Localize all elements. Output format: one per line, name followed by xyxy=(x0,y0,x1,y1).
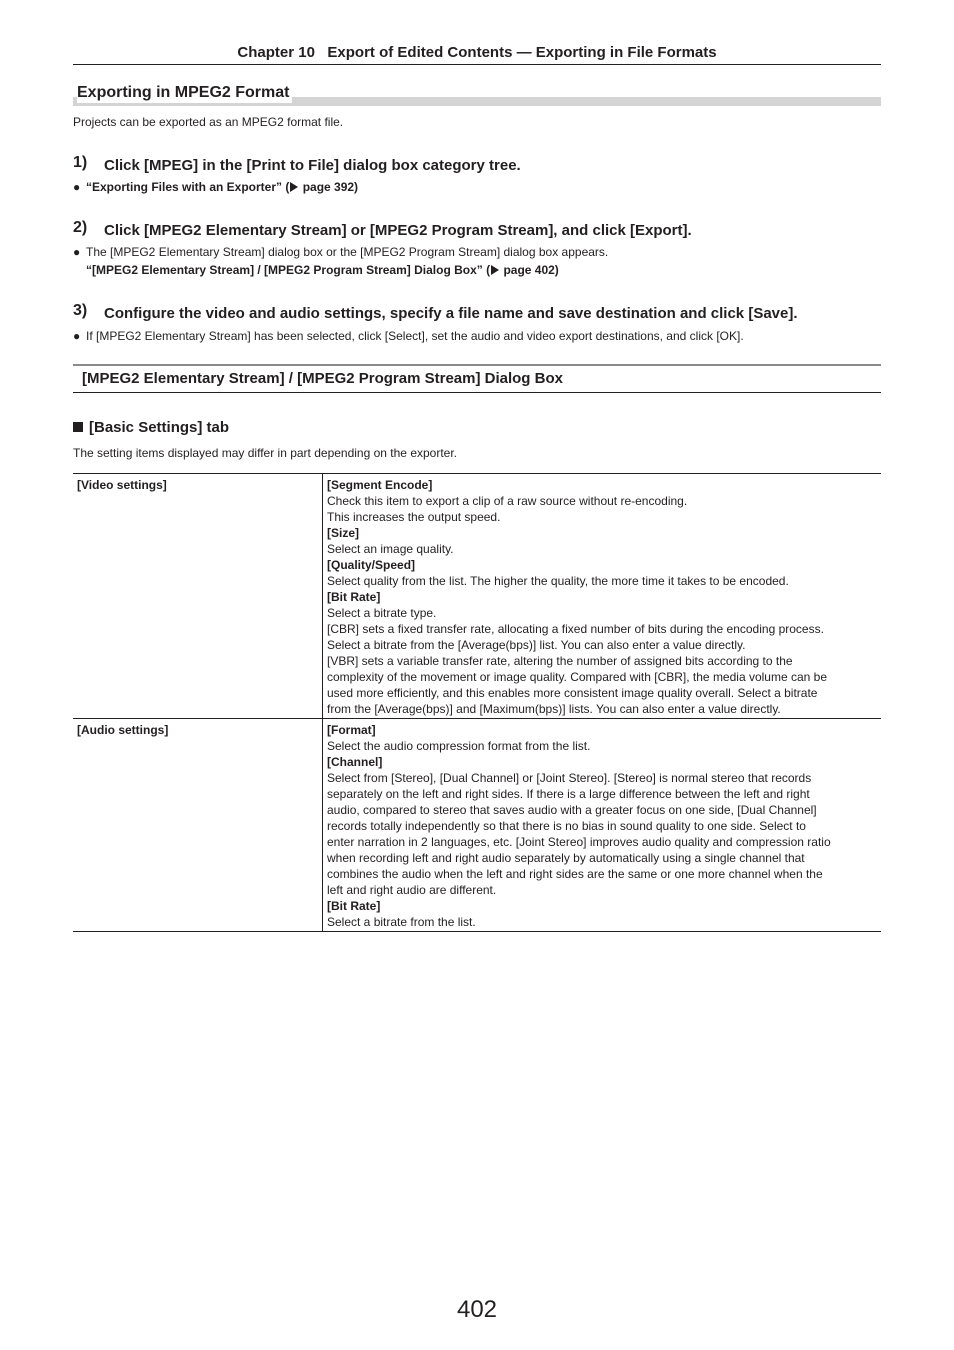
arrow-right-icon xyxy=(290,182,298,192)
step-2-text: Click [MPEG2 Elementary Stream] or [MPEG2 Program Stream], and click [Export]. xyxy=(104,222,692,239)
channel-line: left and right audio are different. xyxy=(327,883,497,897)
tab-heading-text: [Basic Settings] tab xyxy=(89,419,230,436)
quality-speed-title: [Quality/Speed] xyxy=(327,558,416,572)
video-settings-description xyxy=(323,474,882,719)
quality-speed-line: Select quality from the list. The higher the quality, the more time it takes to be encoded. xyxy=(327,574,789,588)
bullet-icon: ● xyxy=(73,180,81,194)
channel-line: combines the audio when the left and right sides are the same or one more channel when the xyxy=(327,867,823,881)
segment-encode-line: Check this item to export a clip of a raw source without re-encoding. xyxy=(327,494,688,508)
format-title: [Format] xyxy=(327,723,376,737)
subsection-rule-top xyxy=(73,364,881,366)
video-bit-rate-line: [CBR] sets a fixed transfer rate, allocating a fixed number of bits during the encoding process. xyxy=(327,622,824,636)
step-1-text: Click [MPEG] in the [Print to File] dialog box category tree. xyxy=(104,157,521,174)
settings-table xyxy=(73,473,881,932)
step-2-link-text[interactable]: “[MPEG2 Elementary Stream] / [MPEG2 Program Stream] Dialog Box” ( xyxy=(86,263,491,277)
video-settings-label: [Video settings] xyxy=(73,474,323,719)
bullet-icon: ● xyxy=(73,245,81,259)
step-3-bullet-text: If [MPEG2 Elementary Stream] has been selected, click [Select], set the audio and video export destinations, and click [OK]. xyxy=(86,329,744,343)
channel-line: enter narration in 2 languages, etc. [Joint Stereo] improves audio quality and compression ratio xyxy=(327,835,831,849)
size-line: Select an image quality. xyxy=(327,542,454,556)
channel-line: separately on the left and right sides. If there is a large difference between the left and right xyxy=(327,787,810,801)
video-bit-rate-line: [VBR] sets a variable transfer rate, altering the number of assigned bits according to the xyxy=(327,654,793,668)
video-bit-rate-title: [Bit Rate] xyxy=(327,590,381,604)
step-1-number: 1) xyxy=(73,154,88,171)
video-bit-rate-line: from the [Average(bps)] and [Maximum(bps)] lists. You can also enter a value directly. xyxy=(327,702,781,716)
channel-title: [Channel] xyxy=(327,755,383,769)
tab-note: The setting items displayed may differ in part depending on the exporter. xyxy=(73,446,458,460)
section-title: Exporting in MPEG2 Format xyxy=(77,83,292,103)
video-bit-rate-line: Select a bitrate type. xyxy=(327,606,437,620)
subsection-rule-bottom xyxy=(73,392,881,393)
audio-bit-rate-title: [Bit Rate] xyxy=(327,899,381,913)
channel-line: audio, compared to stereo that saves audio with a greater focus on one side, [Dual Channel] xyxy=(327,803,817,817)
step-1-link-text[interactable]: “Exporting Files with an Exporter” ( xyxy=(86,180,290,194)
channel-line: Select from [Stereo], [Dual Channel] or [Joint Stereo]. [Stereo] is normal stereo that records xyxy=(327,771,812,785)
video-bit-rate-line: used more efficiently, and this enables more consistent image quality overall. Select a bitrate xyxy=(327,686,818,700)
step-3-number: 3) xyxy=(73,302,88,319)
step-2-reference xyxy=(86,262,559,278)
audio-settings-description xyxy=(323,719,882,932)
channel-line: records totally independently so that there is no bias in sound quality to one side. Select to xyxy=(327,819,806,833)
audio-settings-label: [Audio settings] xyxy=(73,719,323,932)
step-2-bullet xyxy=(73,244,608,260)
step-2-number: 2) xyxy=(73,219,88,236)
page-number: 402 xyxy=(456,1296,498,1323)
format-line: Select the audio compression format from the list. xyxy=(327,739,591,753)
step-1-link-page[interactable]: page 392) xyxy=(299,180,359,194)
step-3-text: Configure the video and audio settings, specify a file name and save destination and click [Save]. xyxy=(104,305,798,322)
video-bit-rate-line: complexity of the movement or image quality. Compared with [CBR], the media volume can be xyxy=(327,670,828,684)
tab-heading xyxy=(73,419,229,437)
section-intro: Projects can be exported as an MPEG2 format file. xyxy=(73,115,344,129)
segment-encode-title: [Segment Encode] xyxy=(327,478,433,492)
step-2-bullet-text: The [MPEG2 Elementary Stream] dialog box or the [MPEG2 Program Stream] dialog box appears. xyxy=(86,245,609,259)
table-row-video xyxy=(73,474,881,719)
bullet-icon: ● xyxy=(73,329,81,343)
segment-encode-line: This increases the output speed. xyxy=(327,510,501,524)
channel-line: when recording left and right audio separately by automatically using a single channel that xyxy=(327,851,805,865)
step-1-bullet xyxy=(73,179,358,195)
subsection-title: [MPEG2 Elementary Stream] / [MPEG2 Program Stream] Dialog Box xyxy=(82,370,563,387)
chapter-title: Chapter 10 Export of Edited Contents — Exporting in File Formats xyxy=(237,44,717,61)
table-row-audio xyxy=(73,719,881,932)
chapter-header xyxy=(73,44,881,65)
audio-bit-rate-line: Select a bitrate from the list. xyxy=(327,915,476,929)
size-title: [Size] xyxy=(327,526,360,540)
video-bit-rate-line: Select a bitrate from the [Average(bps)] list. You can also enter a value directly. xyxy=(327,638,746,652)
arrow-right-icon xyxy=(491,265,499,275)
square-bullet-icon xyxy=(73,422,83,432)
step-3-bullet xyxy=(73,328,744,344)
step-2-link-page[interactable]: page 402) xyxy=(500,263,559,277)
